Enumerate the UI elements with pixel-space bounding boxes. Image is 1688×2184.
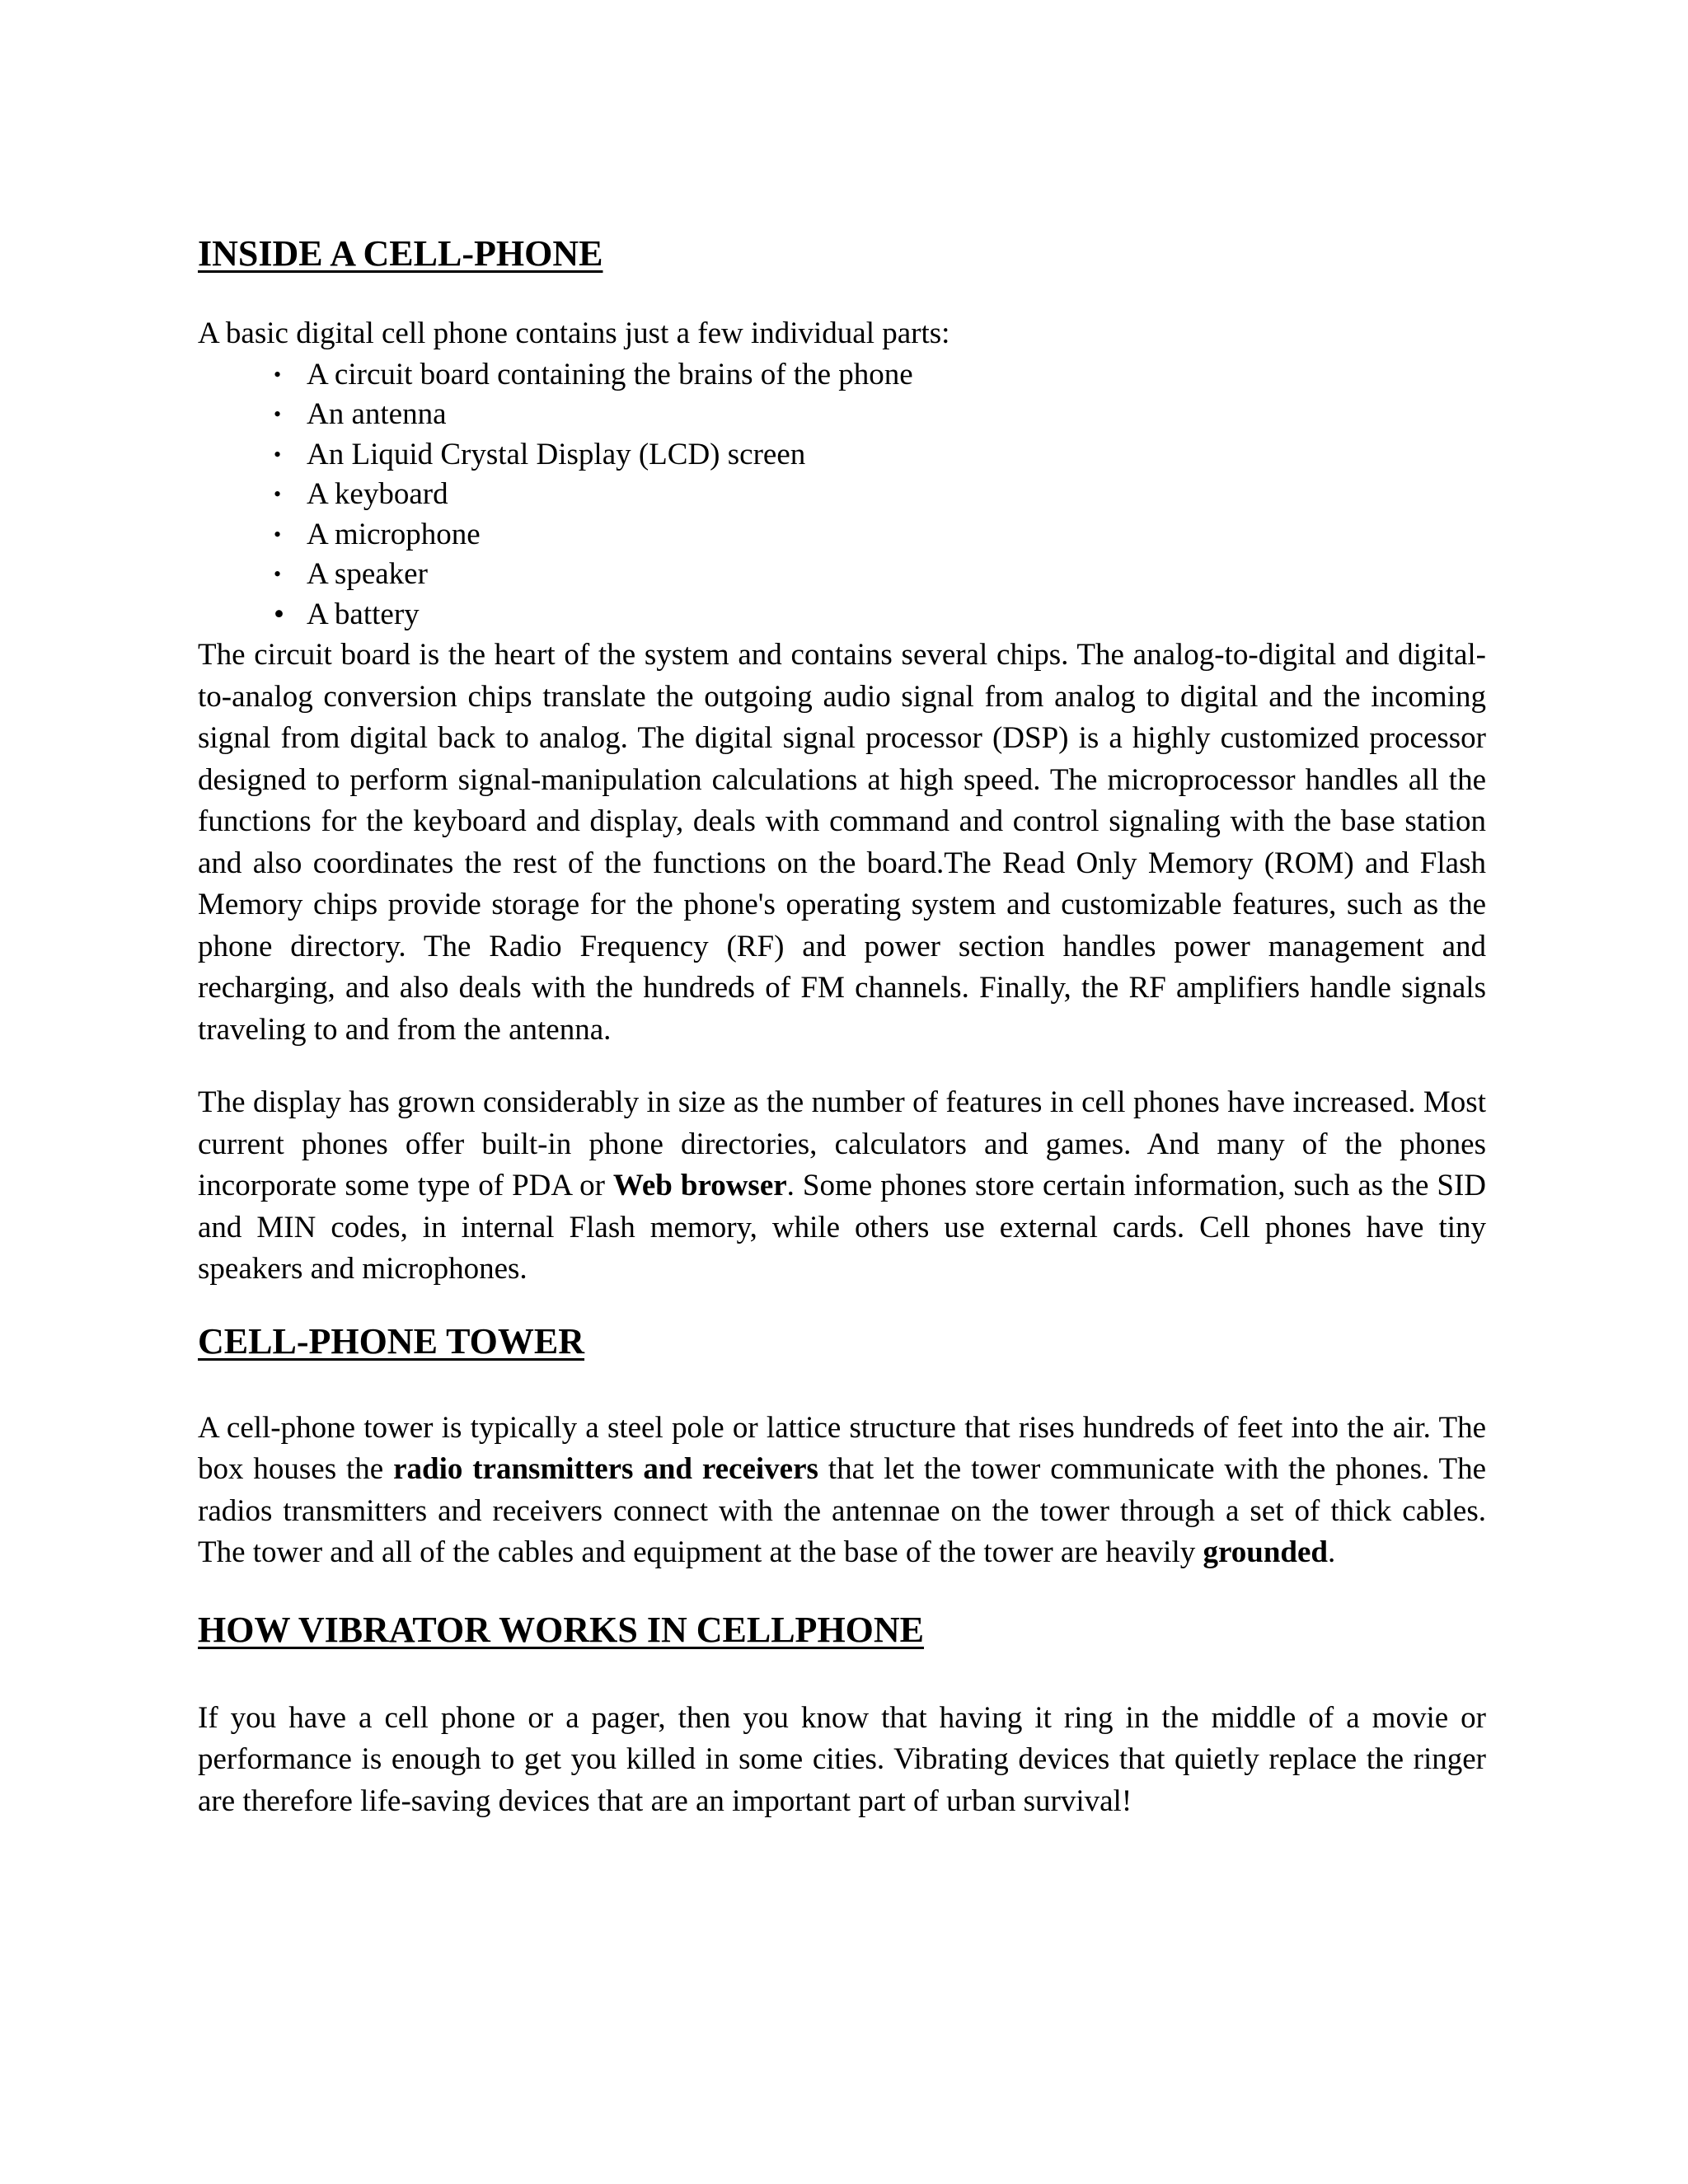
list-item bbox=[274, 515, 1486, 555]
list-item bbox=[274, 475, 1486, 515]
display-paragraph bbox=[198, 1082, 1486, 1291]
bold-term: grounded bbox=[1203, 1535, 1328, 1569]
tower-paragraph bbox=[198, 1408, 1486, 1574]
bullet-icon: • bbox=[274, 522, 282, 546]
paragraph-text: The display has grown considerably in size as the number of features in cell phones have increased. Most current phones offer built-in phone directories, calculators and games. And many of the phones incorporate some type of PDA or bbox=[198, 1085, 1486, 1202]
bold-term: Web browser bbox=[612, 1169, 787, 1202]
paragraph-text: . Some phones store certain information, such as the SID and MIN codes, in internal Flash memory, while others use external cards. Cell phones have tiny speakers and microphones. bbox=[198, 1169, 1486, 1286]
list-item-text: A circuit board containing the brains of the phone bbox=[307, 357, 913, 391]
circuit-board-paragraph: The circuit board is the heart of the system and contains several chips. The analog-to-digital and digital-to-analog conversion chips translate the outgoing audio signal from analog to digital and the incoming signal from digital back to analog. The digital signal processor (DSP) is a highly customized processor designed to perform signal-manipulation calculations at high speed. The microprocessor handles all the functions for the keyboard and display, deals with command and control signaling with the base station and also coordinates the rest of the functions on the board.The Read Only Memory (ROM) and Flash Memory chips provide storage for the phone's operating system and customizable features, such as the phone directory. The Radio Frequency (RF) and power section handles power management and recharging, and also deals with the hundreds of FM channels. Finally, the RF amplifiers handle signals traveling to and from the antenna. bbox=[198, 638, 1486, 1047]
parts-intro: A basic digital cell phone contains just a few individual parts: bbox=[198, 316, 950, 350]
list-item-text: A speaker bbox=[307, 557, 428, 591]
heading-how-vibrator-works: HOW VIBRATOR WORKS IN CELLPHONE bbox=[198, 1609, 925, 1650]
list-item-text: An Liquid Crystal Display (LCD) screen bbox=[307, 437, 806, 471]
list-item bbox=[274, 395, 1486, 435]
list-item bbox=[274, 355, 1486, 396]
list-item bbox=[274, 595, 1486, 635]
list-item-text: An antenna bbox=[307, 397, 447, 431]
bullet-icon: • bbox=[274, 597, 284, 631]
list-item bbox=[274, 435, 1486, 476]
heading-inside-cell-phone: INSIDE A CELL-PHONE bbox=[198, 233, 603, 274]
list-item-text: A keyboard bbox=[307, 477, 448, 511]
bullet-icon: • bbox=[274, 482, 282, 506]
bullet-icon: • bbox=[274, 562, 282, 586]
paragraph-text: A cell-phone tower is typically a steel pole or lattice structure that rises hundreds of feet into the air. The box houses the bbox=[198, 1410, 1486, 1486]
list-item bbox=[274, 555, 1486, 595]
bullet-icon: • bbox=[274, 362, 282, 387]
list-item-text: A battery bbox=[307, 597, 420, 631]
parts-list bbox=[198, 355, 1486, 635]
paragraph-text: . bbox=[1327, 1535, 1336, 1569]
document-body bbox=[198, 231, 1486, 1822]
bullet-icon: • bbox=[274, 402, 282, 426]
bold-term: radio transmitters and receivers bbox=[393, 1452, 818, 1486]
list-item-text: A microphone bbox=[307, 517, 481, 551]
paragraph-text: that let the tower communicate with the phones. The radios transmitters and receivers connect with the antennae on the tower through a set of thick cables. The tower and all of the cables and equipment at the base of the tower are heavily bbox=[198, 1452, 1486, 1569]
bullet-icon: • bbox=[274, 442, 282, 466]
heading-cell-phone-tower: CELL-PHONE TOWER bbox=[198, 1320, 585, 1361]
vibrator-paragraph: If you have a cell phone or a pager, then you know that having it ring in the middle of a movie or performance is enough to get you killed in some cities. Vibrating devices that quietly replace the ringer are therefore life-saving devices that are an important part of urban survival! bbox=[198, 1700, 1486, 1818]
